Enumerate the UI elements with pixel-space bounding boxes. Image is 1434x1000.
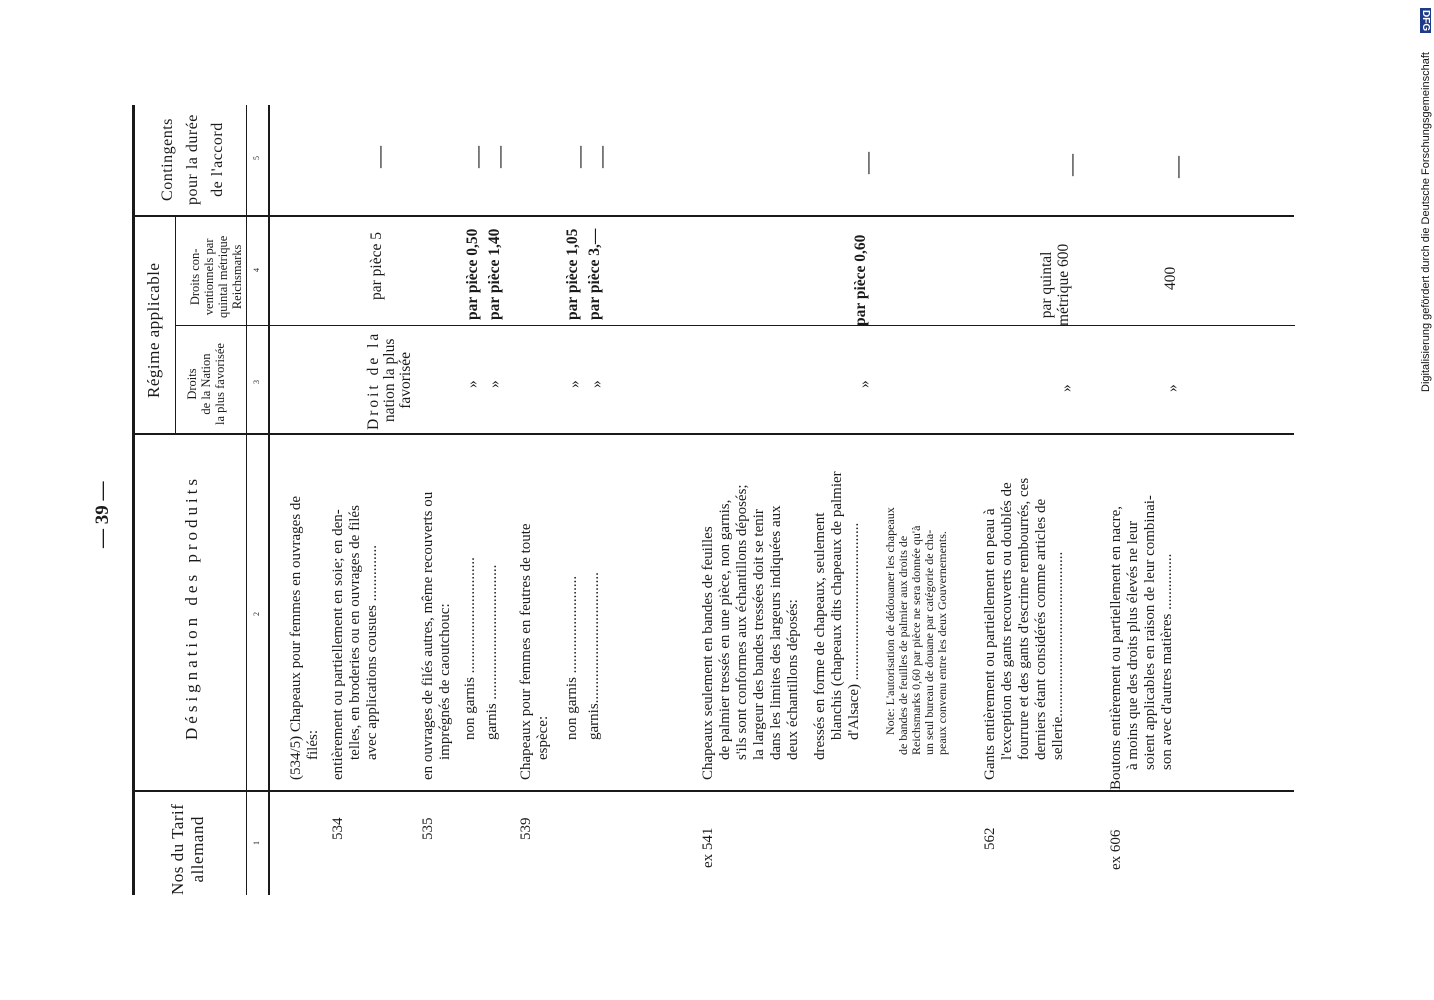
row-539-a-designation: non garnis .......................... [564, 575, 580, 740]
colnum-3: 3 [252, 380, 261, 384]
row-606-col5: — [1164, 156, 1189, 178]
col2-col3-sep [134, 433, 1294, 435]
tariff-number-541: ex 541 [700, 827, 716, 868]
watermark [1420, 8, 1432, 33]
row-562-col5: — [1058, 154, 1083, 176]
row-541-col5: — [854, 152, 879, 174]
row-534-col5: — [366, 146, 391, 168]
col1-header: Nos du Tarif allemand [168, 803, 207, 895]
row-539-a-col4: par pièce 1,05 [564, 228, 581, 320]
row-534-col3: Droit de la nation la plus favorisée [365, 330, 414, 430]
colnum-5: 5 [252, 156, 261, 160]
dfg-logo: DFG [1420, 10, 1431, 32]
col4-col5-sep [134, 215, 1294, 217]
table-top-rule [132, 105, 135, 895]
header-colnum-rule [246, 105, 247, 895]
row-534-designation: entièrement ou partiellement en soie; en den- telles, en broderies ou en ouvrages de filés avec applications cousues ............... [330, 505, 380, 780]
row-562-col4: par quintal métrique 600 [1038, 243, 1072, 326]
row-535-a-col4: par pièce 0,50 [464, 228, 481, 320]
colnum-1: 1 [252, 841, 261, 845]
regime-header: Régime applicable [144, 262, 163, 398]
row-535-a-col3: » [464, 380, 481, 388]
watermark-text: Digitalisierung gefördert durch die Deutsche Forschungsgemeinschaft [1420, 52, 1432, 392]
col2-header: Désignation des produits [182, 474, 201, 740]
col3-col4-sep [175, 325, 1295, 326]
row-539-b-col4: par pièce 3,— [586, 228, 603, 320]
row-539-b-col5: — [588, 146, 613, 168]
row-534-5-designation: (534/5) Chapeaux pour femmes en ouvrages de filés: [288, 495, 321, 780]
tariff-number-606: ex 606 [1108, 829, 1124, 870]
row-535-b-col4: par pièce 1,40 [486, 228, 503, 320]
colnum-4: 4 [252, 268, 261, 272]
row-535-a-designation: non garnis ............................... [462, 557, 478, 740]
row-535-b-designation: garnis .................................... [484, 564, 500, 740]
row-606-col4: 400 [1162, 266, 1179, 290]
row-541-designation: Chapeaux seulement en bandes de feuilles de palmier tressés en une pièce, non garnis, s'ils sont conformes aux échantillons déposés; la largeur des bandes tressées doit se tenir dans les limites des largeurs indiquées aux deux échantillons déposés: [700, 484, 801, 780]
page-number: — 39 — [92, 481, 113, 548]
col5-header: Contingents pour la durée de l'accord [159, 114, 226, 205]
row-541-note: Note: L'autorisation de dédouaner les chapeaux de bandes de feuilles de palmier aux droits de Reichsmarks 0,60 par pièce ne sera donnée qu'à un seul bureau de douane par catégorie de cha- peaux convenu entre les deux Gouvernements. [883, 507, 949, 755]
row-539-a-col3: » [566, 380, 583, 388]
col3-header: Droits de la Nation la plus favorisée [185, 343, 227, 425]
row-562-col3: » [1058, 384, 1075, 392]
tariff-number-539: 539 [518, 817, 534, 840]
row-606-col3: » [1164, 384, 1181, 392]
row-539-designation: Chapeaux pour femmes en feutres de toute espèce: [518, 523, 551, 780]
row-535-b-col5: — [486, 146, 511, 168]
col4-header: Droits con- ventionnels par quintal métrique Reichsmarks [188, 235, 244, 318]
header-bottom-rule [268, 105, 270, 895]
row-534-col4: par pièce 5 [368, 232, 385, 300]
row-535-a-col5: — [464, 146, 489, 168]
tariff-number-562: 562 [982, 827, 998, 850]
row-541-col4: par pièce 0,60 [852, 234, 869, 326]
row-539-b-col3: » [588, 380, 605, 388]
row-606-designation: Boutons entièrement ou partiellement en nacre, à moins que des droits plus élevés ne leur soient applicables en raison de leur combinai- son avec d'autres matières ............... [1108, 495, 1175, 790]
row-541-col3: » [856, 380, 873, 388]
tariff-number-535: 535 [420, 817, 436, 840]
row-539-b-designation: garnis................................... [586, 572, 602, 740]
row-541-b-designation: dressés en forme de chapeaux, seulement blanchis (chapeaux dits chapeaux de palmier d'Alsace) .......................................... [812, 471, 862, 760]
row-535-b-col3: » [486, 380, 503, 388]
row-535-designation: en ouvrages de filés autres, même recouverts ou imprégnés de caoutchouc: [420, 491, 453, 780]
row-562-designation: Gants entièrement ou partiellement en peau à l'exception des gants recouverts ou doublés de fourrure et des gants d'escrime rembourrés, ces derniers étant considérés comme articles de sellerie............................................ [982, 477, 1066, 780]
row-539-a-col5: — [566, 146, 591, 168]
tariff-number-534: 534 [330, 817, 346, 840]
col1-col2-sep [134, 790, 1294, 792]
colnum-2: 2 [252, 612, 261, 616]
